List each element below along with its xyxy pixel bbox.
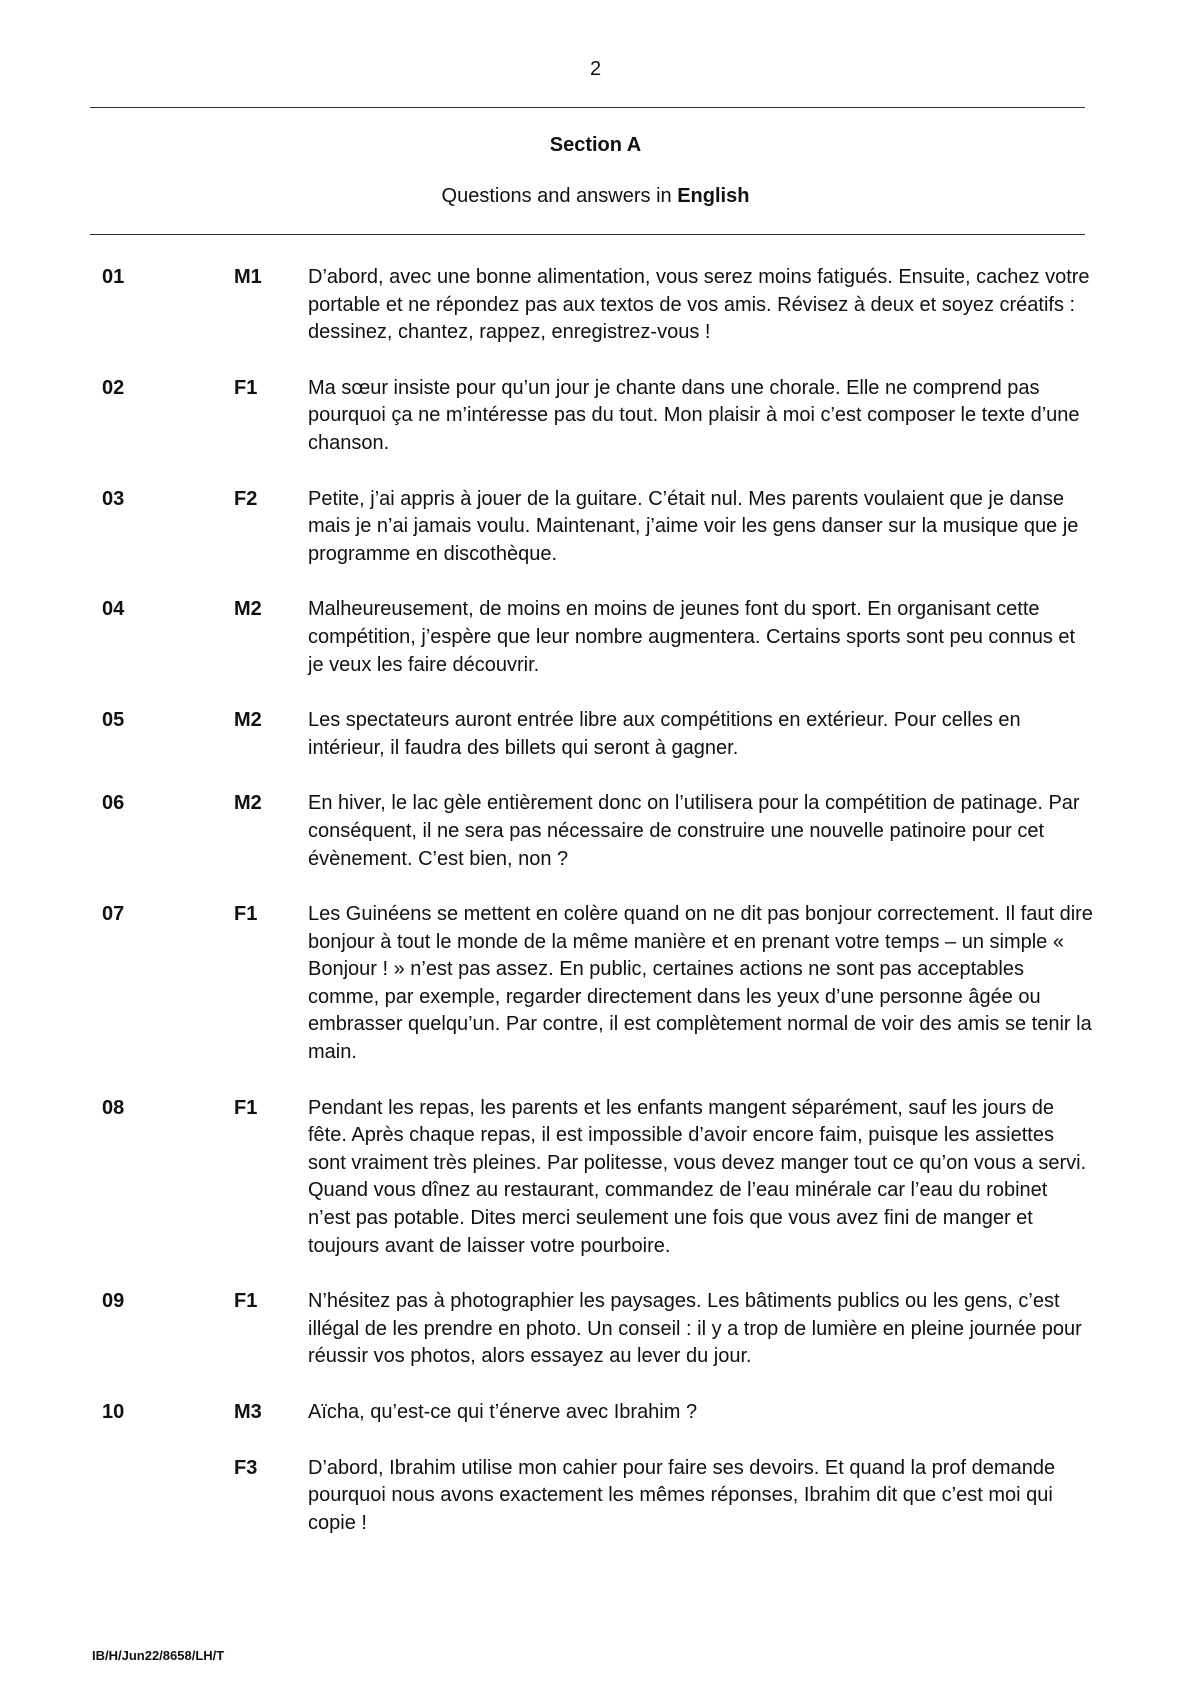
header-divider: [90, 234, 1085, 235]
transcript-text: Pendant les repas, les parents et les enfants mangent séparément, sauf les jours de fête. Après chaque repas, il est impossible d’avoir encore faim, puisque les assiettes sont vraiment très pleines. Par politesse, vous devez manger tout ce qu’on vous a servi. Quand vous dînez au restaurant, commandez de l’eau minérale car l’eau du robinet n’est pas potable. Dites merci seulement une fois que vous avez fini de manger et toujours avant de laisser votre pourboire.: [308, 1096, 1087, 1257]
transcript-text: D’abord, avec une bonne alimentation, vous serez moins fatigués. Ensuite, cachez votre portable et ne répondez pas aux textos de vos amis. Révisez à deux et soyez créatifs : dessinez, chantez, rappez, enregistrez-vous !: [308, 266, 1090, 344]
question-number: 02: [102, 376, 125, 399]
question-number: 03: [102, 487, 125, 510]
transcript-entry: [0, 486, 1191, 569]
speaker-code: F1: [234, 903, 258, 926]
transcript-entry: [0, 1399, 1191, 1427]
transcript-entry: [0, 1455, 1191, 1538]
page-number: 2: [589, 58, 602, 80]
question-number: 10: [102, 1401, 125, 1423]
transcript-entry: [0, 707, 1191, 762]
transcript-entry: [0, 1095, 1191, 1261]
transcript-text: En hiver, le lac gèle entièrement donc on l’utilisera pour la compétition de patinage. Par conséquent, il ne sera pas nécessaire de construire une nouvelle patinoire pour cet évènement. C’est bien, non ?: [308, 792, 1080, 870]
speaker-code: F3: [234, 1456, 258, 1479]
transcript-text: Malheureusement, de moins en moins de jeunes font du sport. En organisant cette compétition, j’espère que leur nombre augmentera. Certains sports sont peu connus et je veux les faire découvrir.: [308, 598, 1076, 676]
transcript-text: N’hésitez pas à photographier les paysages. Les bâtiments publics ou les gens, c’est illégal de les prendre en photo. Un conseil : il y a trop de lumière en pleine journée pour réussir vos photos, alors essayez au lever du jour.: [308, 1290, 1082, 1368]
speaker-code: M2: [234, 709, 262, 732]
section-title: Section A: [549, 134, 642, 156]
question-number: 07: [102, 903, 125, 926]
question-number: 04: [102, 598, 125, 621]
transcript-entry: [0, 790, 1191, 873]
transcript-entry: [0, 1288, 1191, 1371]
speaker-code: M2: [234, 598, 262, 621]
speaker-code: M1: [234, 266, 262, 288]
transcript-text: Aïcha, qu’est-ce qui t’énerve avec Ibrahim ?: [308, 1401, 698, 1423]
question-number: 09: [102, 1290, 125, 1313]
transcript-entry: [0, 596, 1191, 679]
transcript-list: [0, 264, 1191, 1565]
question-number: 06: [102, 792, 125, 815]
speaker-code: F1: [234, 376, 258, 399]
question-number: 08: [102, 1096, 125, 1119]
section-subtitle-emphasis: English: [677, 185, 750, 207]
transcript-text: Petite, j’ai appris à jouer de la guitare. C’était nul. Mes parents voulaient que je danse mais je n’ai jamais voulu. Maintenant, j’aime voir les gens danser sur la musique que je programme en discothèque.: [308, 487, 1079, 565]
speaker-code: F1: [234, 1096, 258, 1119]
speaker-code: M2: [234, 792, 262, 815]
transcript-text: Les Guinéens se mettent en colère quand on ne dit pas bonjour correctement. Il faut dire bonjour à tout le monde de la même manière et en prenant votre temps – un simple « Bonjour ! » n’est pas assez. En public, certaines actions ne sont pas acceptables comme, par exemple, regarder directement dans les yeux d’une personne âgée ou embrasser quelqu’un. Par contre, il est complètement normal de voir des amis se tenir la main.: [308, 903, 1093, 1064]
question-number: 05: [102, 709, 125, 732]
transcript-text: D’abord, Ibrahim utilise mon cahier pour faire ses devoirs. Et quand la prof demande pourquoi nous avons exactement les mêmes réponses, Ibrahim dit que c’est moi qui copie !: [308, 1456, 1056, 1534]
transcript-entry: [0, 375, 1191, 458]
top-divider: [90, 107, 1085, 108]
speaker-code: M3: [234, 1401, 262, 1423]
section-subtitle: [0, 185, 1191, 208]
document-reference-code: IB/H/Jun22/8658/LH/T: [92, 1648, 225, 1663]
transcript-text: Les spectateurs auront entrée libre aux compétitions en extérieur. Pour celles en intérieur, il faudra des billets qui seront à gagner.: [308, 709, 1021, 759]
section-subtitle-prefix: Questions and answers in: [441, 185, 678, 207]
speaker-code: F1: [234, 1290, 258, 1313]
question-number: 01: [102, 266, 125, 288]
transcript-entry: [0, 901, 1191, 1067]
transcript-entry: [0, 264, 1191, 347]
speaker-code: F2: [234, 487, 258, 510]
transcript-text: Ma sœur insiste pour qu’un jour je chante dans une chorale. Elle ne comprend pas pourquoi ça ne m’intéresse pas du tout. Mon plaisir à moi c’est composer le texte d’une chanson.: [308, 376, 1080, 454]
